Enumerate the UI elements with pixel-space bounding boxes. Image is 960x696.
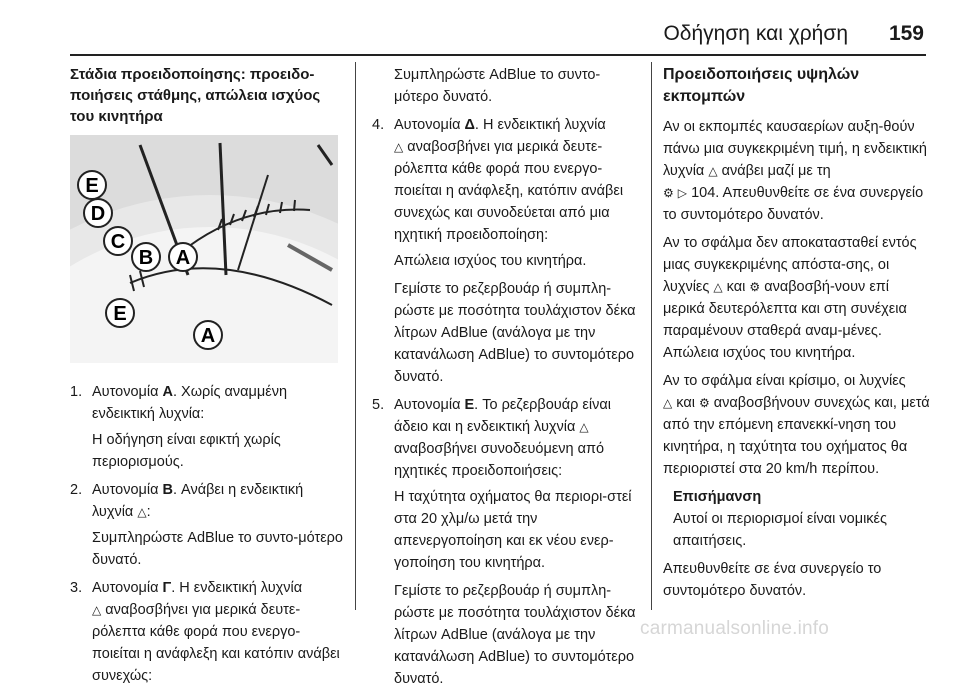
list-item-detail: Απώλεια ισχύος του κινητήρα. xyxy=(394,253,587,269)
paragraph: Αν οι εκπομπές καυσαερίων αυξη-θούν πάνω μια συγκεκριμένη τιμή, η ενδεικτική λυχνία △ ανάβει μαζί με τη ⚙ ▷ 104. Απευθυνθείτε σε ένα συνεργείο το συντομότερο δυνατόν. xyxy=(663,119,927,223)
column-divider xyxy=(355,62,356,610)
label-c: C xyxy=(110,231,126,253)
watermark xyxy=(640,618,950,640)
list-item-detail: Η οδήγηση είναι εφικτή χωρίς περιορισμούς. xyxy=(92,432,281,470)
paragraph: Απευθυνθείτε σε ένα συνεργείο το συντομότερο δυνατόν. xyxy=(663,561,882,599)
list-item: 5. Αυτονομία E. Το ρεζερβουάρ είναι άδειο και η ενδεικτική λυχνία △ αναβοσβήνει συνοδευόμενη από ηχητικές προειδοποιήσεις: xyxy=(372,397,611,479)
list-item: 3. Αυτονομία Γ. Η ενδεικτική λυχνία △ αναβοσβήνει για μερικά δευτε-ρόλεπτα κάθε φορά που ενεργο-ποιείται η ανάφλεξη και κατόπιν ανάβει συνεχώς: xyxy=(70,580,340,684)
column-1 xyxy=(70,64,344,691)
paragraph: Αν το σφάλμα δεν αποκατασταθεί εντός μιας συγκεκριμένης απόστα-σης, οι λυχνίες △ και ⚙ αναβοσβή-νουν επί μερικά δευτερόλεπτα και στη συνέχεια παραμένουν σταθερά αναμ-μένες. Απώλεια ισχύος του κινητήρα. xyxy=(663,235,917,361)
column-divider xyxy=(651,62,652,610)
list-item-detail: Γεμίστε το ρεζερβουάρ ή συμπλη-ρώστε με ποσότητα τουλάχιστον δέκα λίτρων AdBlue (ανάλογα με την κατανάλωση AdBlue) το συντομότερο δυνατό. xyxy=(394,583,636,687)
notice-box xyxy=(673,486,933,552)
list-item-detail: Η ταχύτητα οχήματος θα περιορι-στεί στα 20 χλμ/ω μετά την απενεργοποίηση και εκ νέου ενερ-γοποίηση του κινητήρα. xyxy=(394,489,632,571)
list-item-detail: Γεμίστε το ρεζερβουάρ ή συμπλη-ρώστε με ποσότητα τουλάχιστον δέκα λίτρων AdBlue (ανάλογα με την κατανάλωση AdBlue) το συντομότερο δυνατό. xyxy=(394,281,636,385)
list-item: 1. Αυτονομία A. Χωρίς αναμμένη ενδεικτική λυχνία: xyxy=(70,384,288,422)
label-e-top: E xyxy=(85,175,99,197)
label-b: B xyxy=(138,247,154,269)
column-2 xyxy=(372,64,642,696)
engine-check-icon: ⚙ xyxy=(698,396,710,410)
page-number: 159 xyxy=(888,22,924,45)
label-d: D xyxy=(90,203,106,225)
adblue-warning-icon: △ xyxy=(708,164,718,178)
gauge-figure xyxy=(70,135,338,363)
adblue-warning-icon: △ xyxy=(137,505,147,519)
column-3 xyxy=(663,64,933,608)
list-item: 2. Αυτονομία B. Ανάβει η ενδεικτική λυχνία △: xyxy=(70,482,304,520)
section-heading: Στάδια προειδοποίησης: προειδο-ποιήσεις στάθμης, απώλεια ισχύος του κινητήρα xyxy=(70,66,321,125)
list-item: 4. Αυτονομία Δ. Η ενδεικτική λυχνία △ αναβοσβήνει για μερικά δευτε-ρόλεπτα κάθε φορά που ενεργο-ποιείται η ανάφλεξη, κατόπιν ανάβει συνεχώς και συνοδεύεται από μια ηχητική προειδοποίηση: xyxy=(372,117,624,243)
adblue-warning-icon: △ xyxy=(579,420,589,434)
page-header xyxy=(0,0,960,50)
label-a-bottom: A xyxy=(200,325,216,347)
header-rule xyxy=(70,54,926,56)
adblue-warning-icon: △ xyxy=(394,140,404,154)
header-title: Οδήγηση και χρήση xyxy=(663,22,848,45)
adblue-warning-icon: △ xyxy=(663,396,673,410)
notice-title: Επισήμανση xyxy=(673,489,762,505)
paragraph: Αν το σφάλμα είναι κρίσιμο, οι λυχνίες △ και ⚙ αναβοσβήνουν συνεχώς και, μετά από την επόμενη επανεκκί-νηση του κινητήρα, η ταχύτητα του οχήματος θα περιοριστεί στα 20 km/h περίπου. xyxy=(663,373,930,477)
page-reference-icon: ▷ xyxy=(677,186,688,200)
section-heading: Προειδοποιήσεις υψηλών εκπομπών xyxy=(663,66,860,105)
label-e-bottom: E xyxy=(113,303,127,325)
label-a-top: A xyxy=(175,247,191,269)
notice-text: Αυτοί οι περιορισμοί είναι νομικές απαιτήσεις. xyxy=(673,511,888,549)
engine-check-icon: ⚙ xyxy=(749,280,761,294)
watermark-text: carmanualsonline.info xyxy=(640,618,830,639)
adblue-warning-icon: △ xyxy=(713,280,723,294)
adblue-gauge-illustration xyxy=(70,135,338,363)
engine-check-icon: ⚙ xyxy=(663,186,674,200)
list-item-detail: Συμπληρώστε AdBlue το συντο-μότερο δυνατό. xyxy=(394,67,601,105)
list-item-detail: Συμπληρώστε AdBlue το συντο-μότερο δυνατό. xyxy=(92,530,343,568)
adblue-warning-icon: △ xyxy=(92,603,102,617)
